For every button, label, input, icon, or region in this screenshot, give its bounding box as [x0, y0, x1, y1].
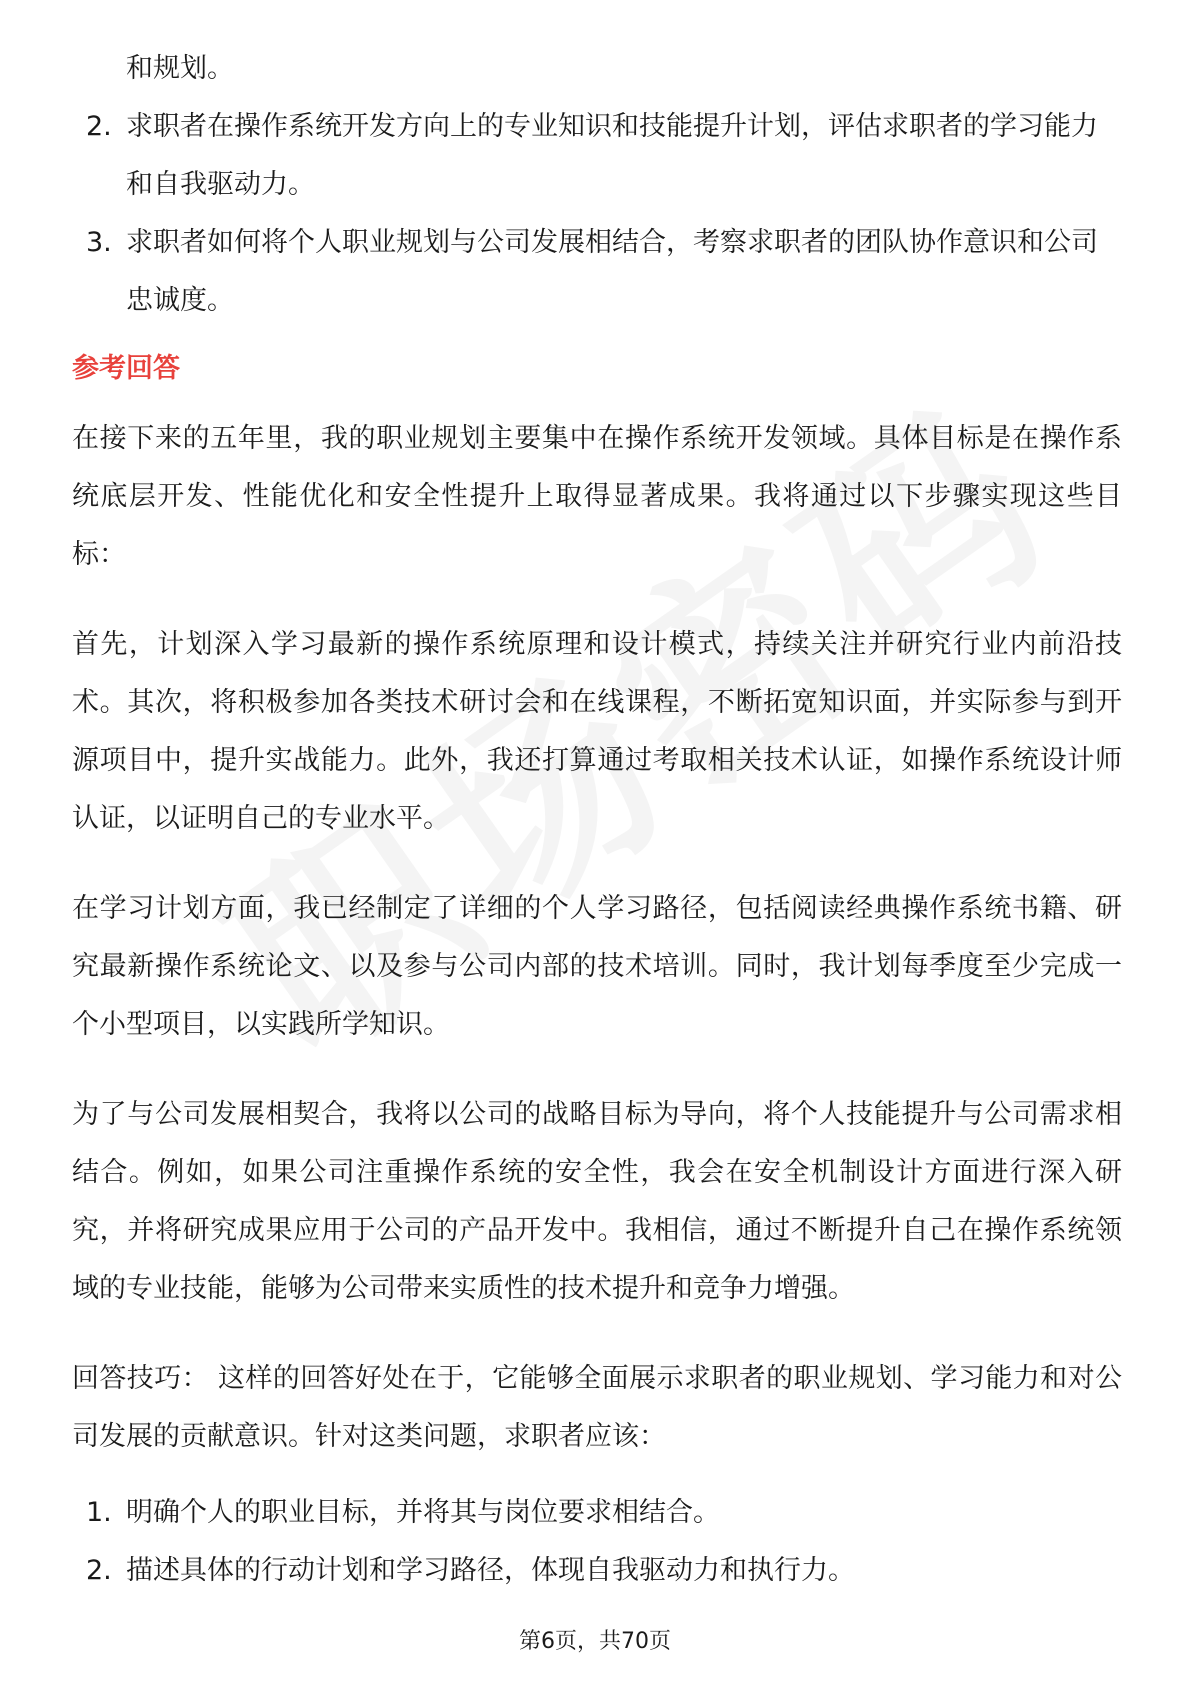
list-number: 2. [86, 111, 112, 142]
list-number: 2. [86, 1555, 112, 1586]
tips-list [72, 1484, 1122, 1600]
list-item [72, 214, 1122, 330]
list-text: 求职者在操作系统开发方向上的专业知识和技能提升计划，评估求职者的学习能力和自我驱动力。 [126, 111, 1098, 200]
list-item [72, 40, 1122, 98]
list-text: 明确个人的职业目标，并将其与岗位要求相结合。 [126, 1497, 720, 1528]
document-body [72, 40, 1122, 1600]
paragraph: 为了与公司发展相契合，我将以公司的战略目标为导向，将个人技能提升与公司需求相结合。例如，如果公司注重操作系统的安全性，我会在安全机制设计方面进行深入研究，并将研究成果应用于公司的产品开发中。我相信，通过不断提升自己在操作系统领域的专业技能，能够为公司带来实质性的技术提升和竞争力增强。 [72, 1099, 1122, 1304]
list-text: 求职者如何将个人职业规划与公司发展相结合，考察求职者的团队协作意识和公司忠诚度。 [126, 227, 1098, 316]
section-heading: 参考回答 [72, 353, 180, 384]
list-number: 1. [86, 1497, 112, 1528]
tips-paragraph: 回答技巧： 这样的回答好处在于，它能够全面展示求职者的职业规划、学习能力和对公司发展的贡献意识。针对这类问题，求职者应该： [72, 1363, 1122, 1452]
list-item [72, 1542, 1122, 1600]
page-number: 第6页，共70页 [519, 1629, 671, 1654]
intro-list [72, 40, 1122, 330]
list-text: 描述具体的行动计划和学习路径，体现自我驱动力和执行力。 [126, 1555, 855, 1586]
list-item [72, 98, 1122, 214]
paragraph: 在学习计划方面，我已经制定了详细的个人学习路径，包括阅读经典操作系统书籍、研究最新操作系统论文、以及参与公司内部的技术培训。同时，我计划每季度至少完成一个小型项目，以实践所学知识。 [72, 893, 1122, 1040]
list-item [72, 1484, 1122, 1542]
list-number: 3. [86, 227, 112, 258]
paragraph: 在接下来的五年里，我的职业规划主要集中在操作系统开发领域。具体目标是在操作系统底层开发、性能优化和安全性提升上取得显著成果。我将通过以下步骤实现这些目标： [72, 423, 1122, 570]
list-text: 和规划。 [126, 53, 234, 84]
paragraph: 首先，计划深入学习最新的操作系统原理和设计模式，持续关注并研究行业内前沿技术。其次，将积极参加各类技术研讨会和在线课程，不断拓宽知识面，并实际参与到开源项目中，提升实战能力。此外，我还打算通过考取相关技术认证，如操作系统设计师认证，以证明自己的专业水平。 [72, 629, 1122, 834]
